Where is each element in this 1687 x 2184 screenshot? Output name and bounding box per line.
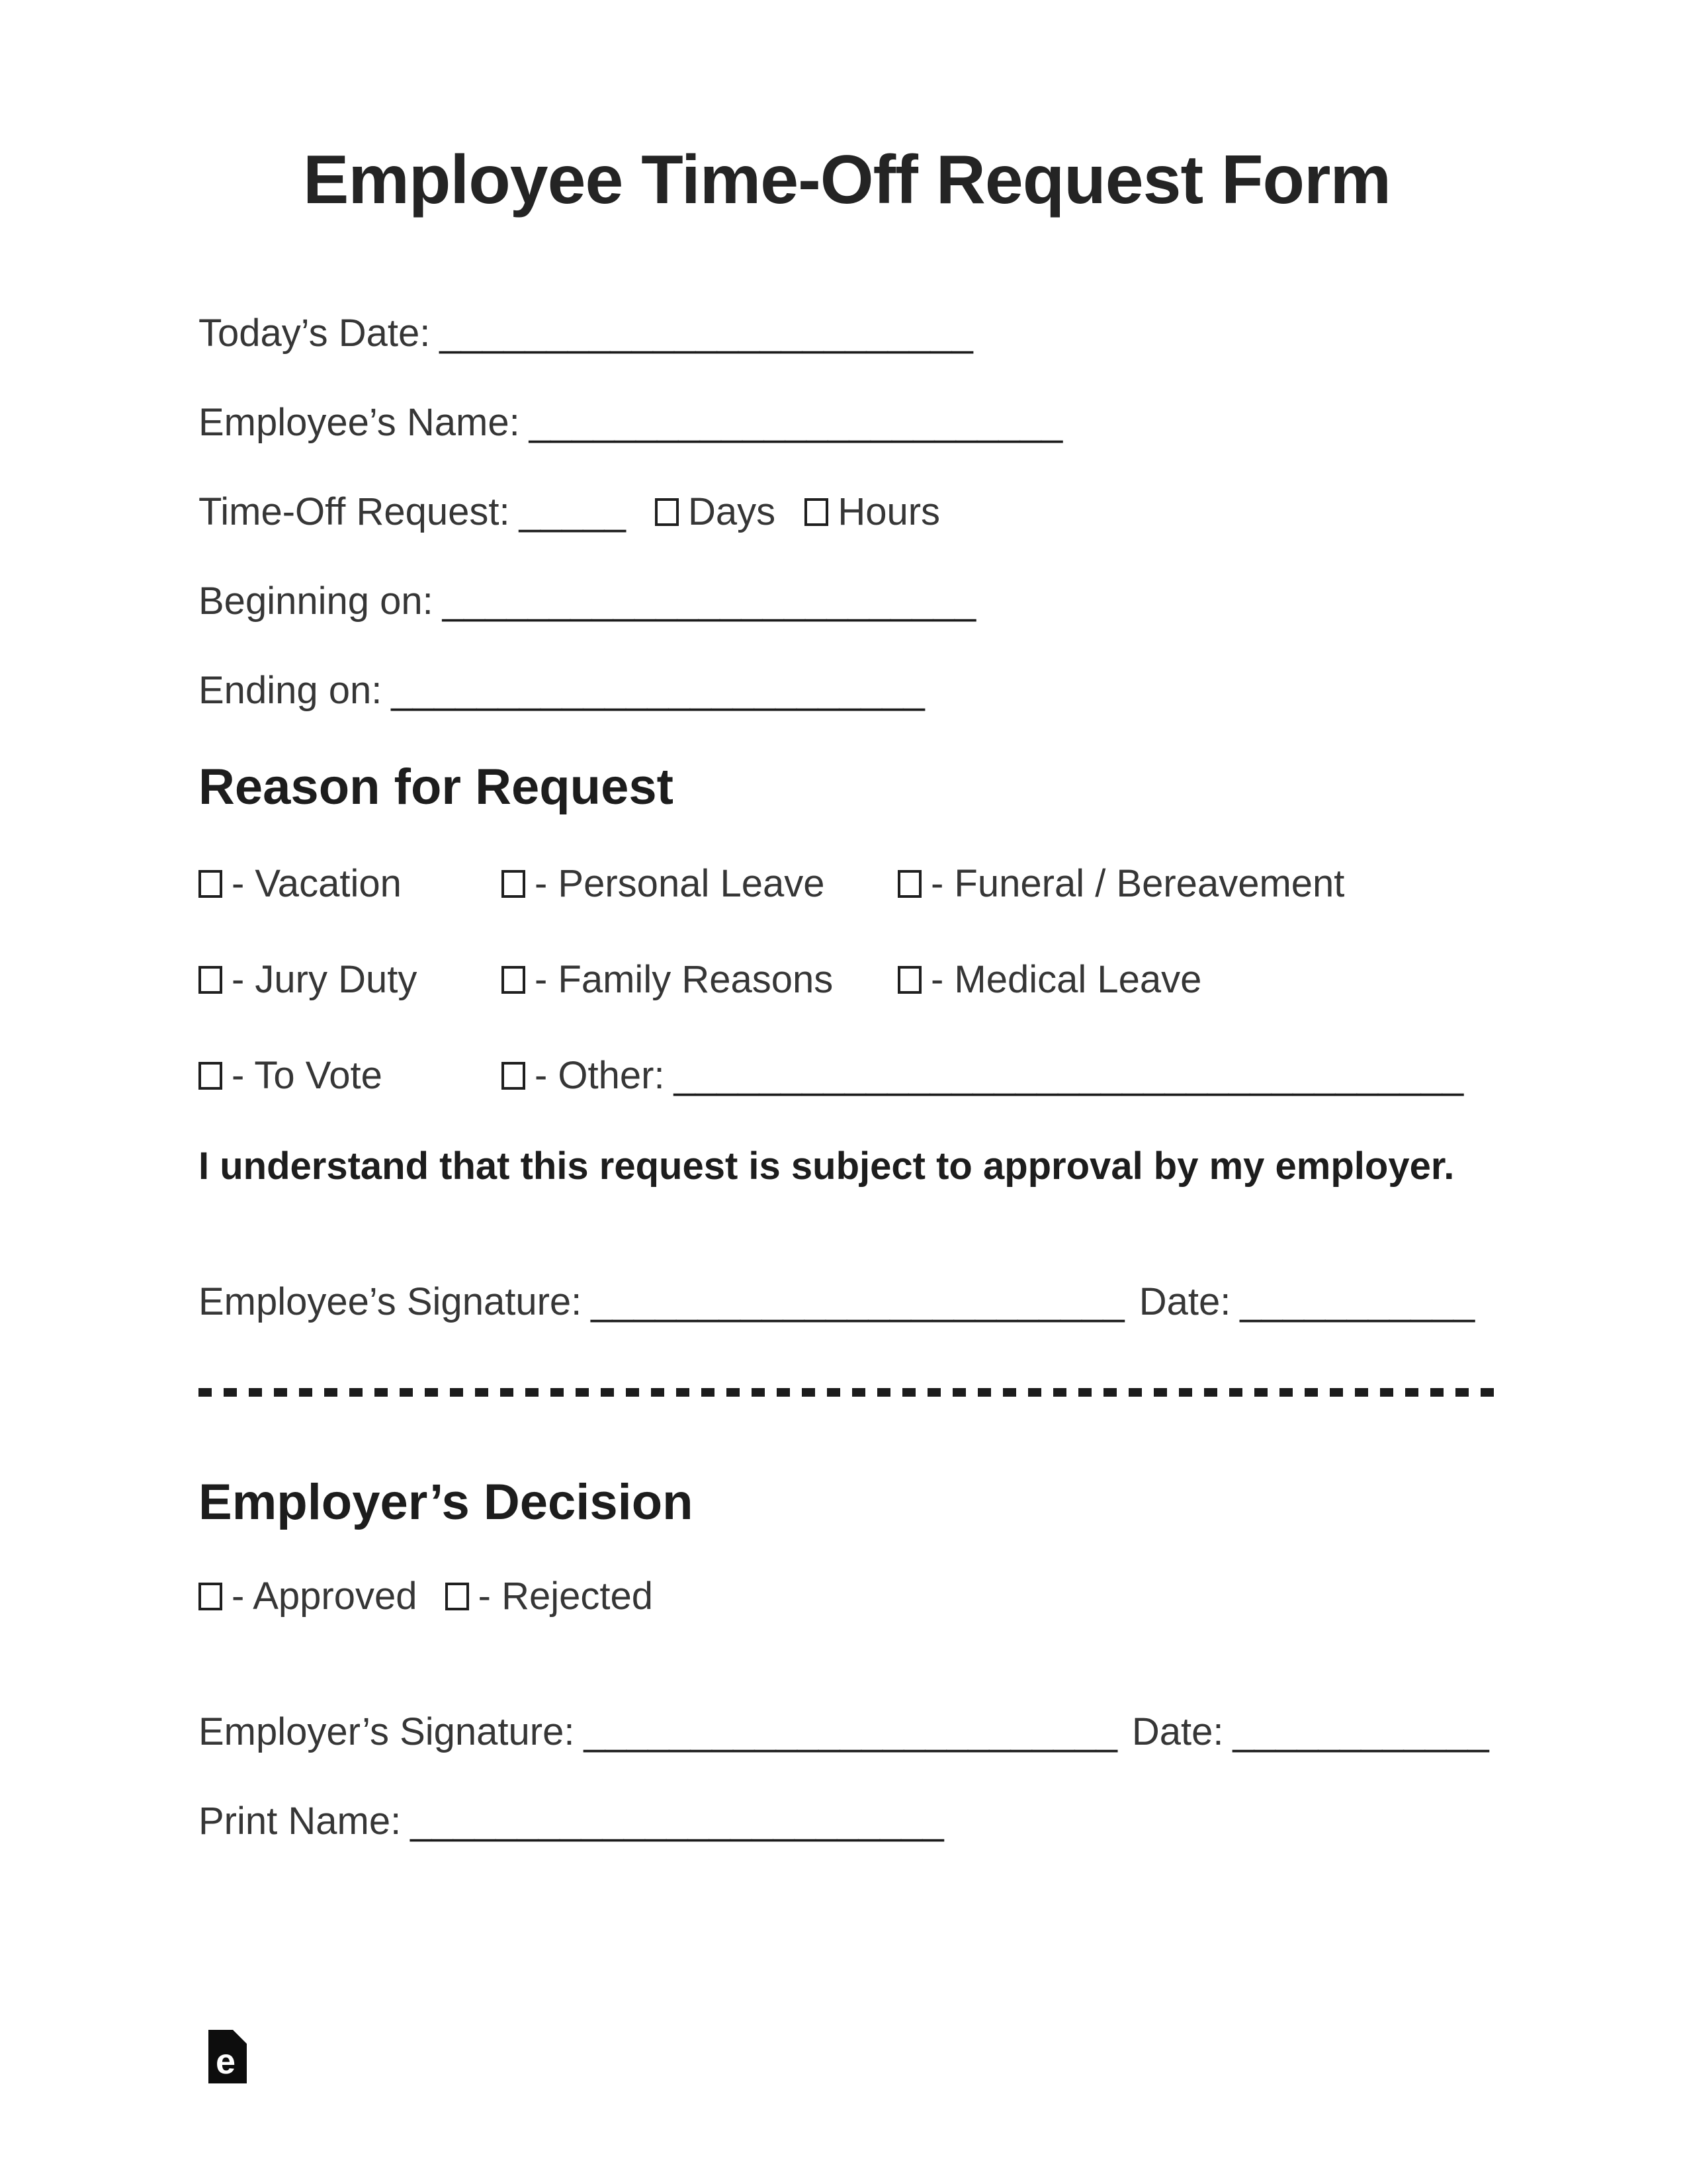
ending-on-field[interactable]: _________________________ bbox=[391, 669, 925, 712]
to-vote-label: - To Vote bbox=[232, 1054, 382, 1097]
reason-row-2 bbox=[198, 957, 1495, 1002]
reason-option-personal-leave bbox=[501, 861, 898, 906]
todays-date-field[interactable]: _________________________ bbox=[439, 312, 973, 355]
days-label: Days bbox=[688, 490, 776, 533]
reason-option-vacation bbox=[198, 861, 501, 906]
ending-on-label: Ending on: bbox=[198, 669, 382, 712]
personal-leave-label: - Personal Leave bbox=[535, 862, 825, 905]
hours-checkbox[interactable] bbox=[804, 498, 828, 526]
rejected-checkbox[interactable] bbox=[445, 1583, 469, 1610]
reason-option-other bbox=[501, 1053, 1495, 1098]
funeral-bereavement-checkbox[interactable] bbox=[898, 870, 922, 898]
vacation-label: - Vacation bbox=[232, 862, 402, 905]
logo-letter: e bbox=[215, 2041, 236, 2081]
time-off-request-row bbox=[198, 490, 1495, 534]
print-name-field[interactable]: _________________________ bbox=[410, 1800, 944, 1843]
employer-signature-label: Employer’s Signature: bbox=[198, 1710, 575, 1753]
todays-date-row bbox=[198, 311, 1495, 355]
employer-date-label: Date: bbox=[1131, 1710, 1224, 1753]
personal-leave-checkbox[interactable] bbox=[501, 870, 525, 898]
employer-section-heading: Employer’s Decision bbox=[198, 1474, 693, 1530]
beginning-on-field[interactable]: _________________________ bbox=[442, 580, 976, 623]
other-field[interactable]: _____________________________________ bbox=[673, 1054, 1464, 1097]
todays-date-label: Today’s Date: bbox=[198, 312, 431, 355]
reason-row-3 bbox=[198, 1053, 1495, 1098]
employer-signature-row bbox=[198, 1710, 1495, 1754]
family-reasons-checkbox[interactable] bbox=[501, 966, 525, 994]
vacation-checkbox[interactable] bbox=[198, 870, 222, 898]
employee-date-field[interactable]: ___________ bbox=[1240, 1280, 1475, 1323]
print-name-row bbox=[198, 1799, 1495, 1843]
medical-leave-checkbox[interactable] bbox=[898, 966, 922, 994]
other-label: - Other: bbox=[535, 1054, 665, 1097]
employee-date-label: Date: bbox=[1139, 1280, 1231, 1323]
other-checkbox[interactable] bbox=[501, 1062, 525, 1090]
page-title: Employee Time-Off Request Form bbox=[303, 142, 1391, 218]
medical-leave-label: - Medical Leave bbox=[931, 958, 1202, 1001]
approved-label: - Approved bbox=[232, 1575, 417, 1618]
rejected-label: - Rejected bbox=[478, 1575, 653, 1618]
approved-checkbox[interactable] bbox=[198, 1583, 222, 1610]
hours-label: Hours bbox=[838, 490, 941, 533]
reason-row-1 bbox=[198, 861, 1495, 906]
employer-signature-field[interactable]: _________________________ bbox=[584, 1710, 1117, 1753]
employer-date-field[interactable]: ____________ bbox=[1233, 1710, 1489, 1753]
time-off-amount-field[interactable]: _____ bbox=[519, 490, 626, 533]
reason-option-to-vote bbox=[198, 1053, 501, 1098]
employees-name-field[interactable]: _________________________ bbox=[529, 401, 1063, 444]
to-vote-checkbox[interactable] bbox=[198, 1062, 222, 1090]
time-off-request-label: Time-Off Request: bbox=[198, 490, 510, 533]
employer-decision-row bbox=[198, 1574, 1495, 1618]
employee-signature-field[interactable]: _________________________ bbox=[591, 1280, 1125, 1323]
family-reasons-label: - Family Reasons bbox=[535, 958, 834, 1001]
funeral-bereavement-label: - Funeral / Bereavement bbox=[931, 862, 1345, 905]
employees-name-label: Employee’s Name: bbox=[198, 401, 520, 444]
eforms-document-logo bbox=[208, 2030, 247, 2083]
ending-on-row bbox=[198, 668, 1495, 713]
jury-duty-label: - Jury Duty bbox=[232, 958, 417, 1001]
reason-option-medical-leave bbox=[898, 957, 1495, 1002]
reason-option-family-reasons bbox=[501, 957, 898, 1002]
employee-signature-row bbox=[198, 1280, 1495, 1324]
reason-option-funeral bbox=[898, 861, 1495, 906]
beginning-on-label: Beginning on: bbox=[198, 580, 433, 623]
jury-duty-checkbox[interactable] bbox=[198, 966, 222, 994]
beginning-on-row bbox=[198, 579, 1495, 623]
reason-section-heading: Reason for Request bbox=[198, 759, 673, 815]
reason-option-jury-duty bbox=[198, 957, 501, 1002]
employee-signature-label: Employee’s Signature: bbox=[198, 1280, 582, 1323]
days-checkbox[interactable] bbox=[655, 498, 679, 526]
acknowledgment-text: I understand that this request is subject to approval by my employer. bbox=[198, 1145, 1455, 1188]
employees-name-row bbox=[198, 400, 1495, 445]
dashed-separator bbox=[198, 1388, 1505, 1397]
print-name-label: Print Name: bbox=[198, 1800, 402, 1843]
